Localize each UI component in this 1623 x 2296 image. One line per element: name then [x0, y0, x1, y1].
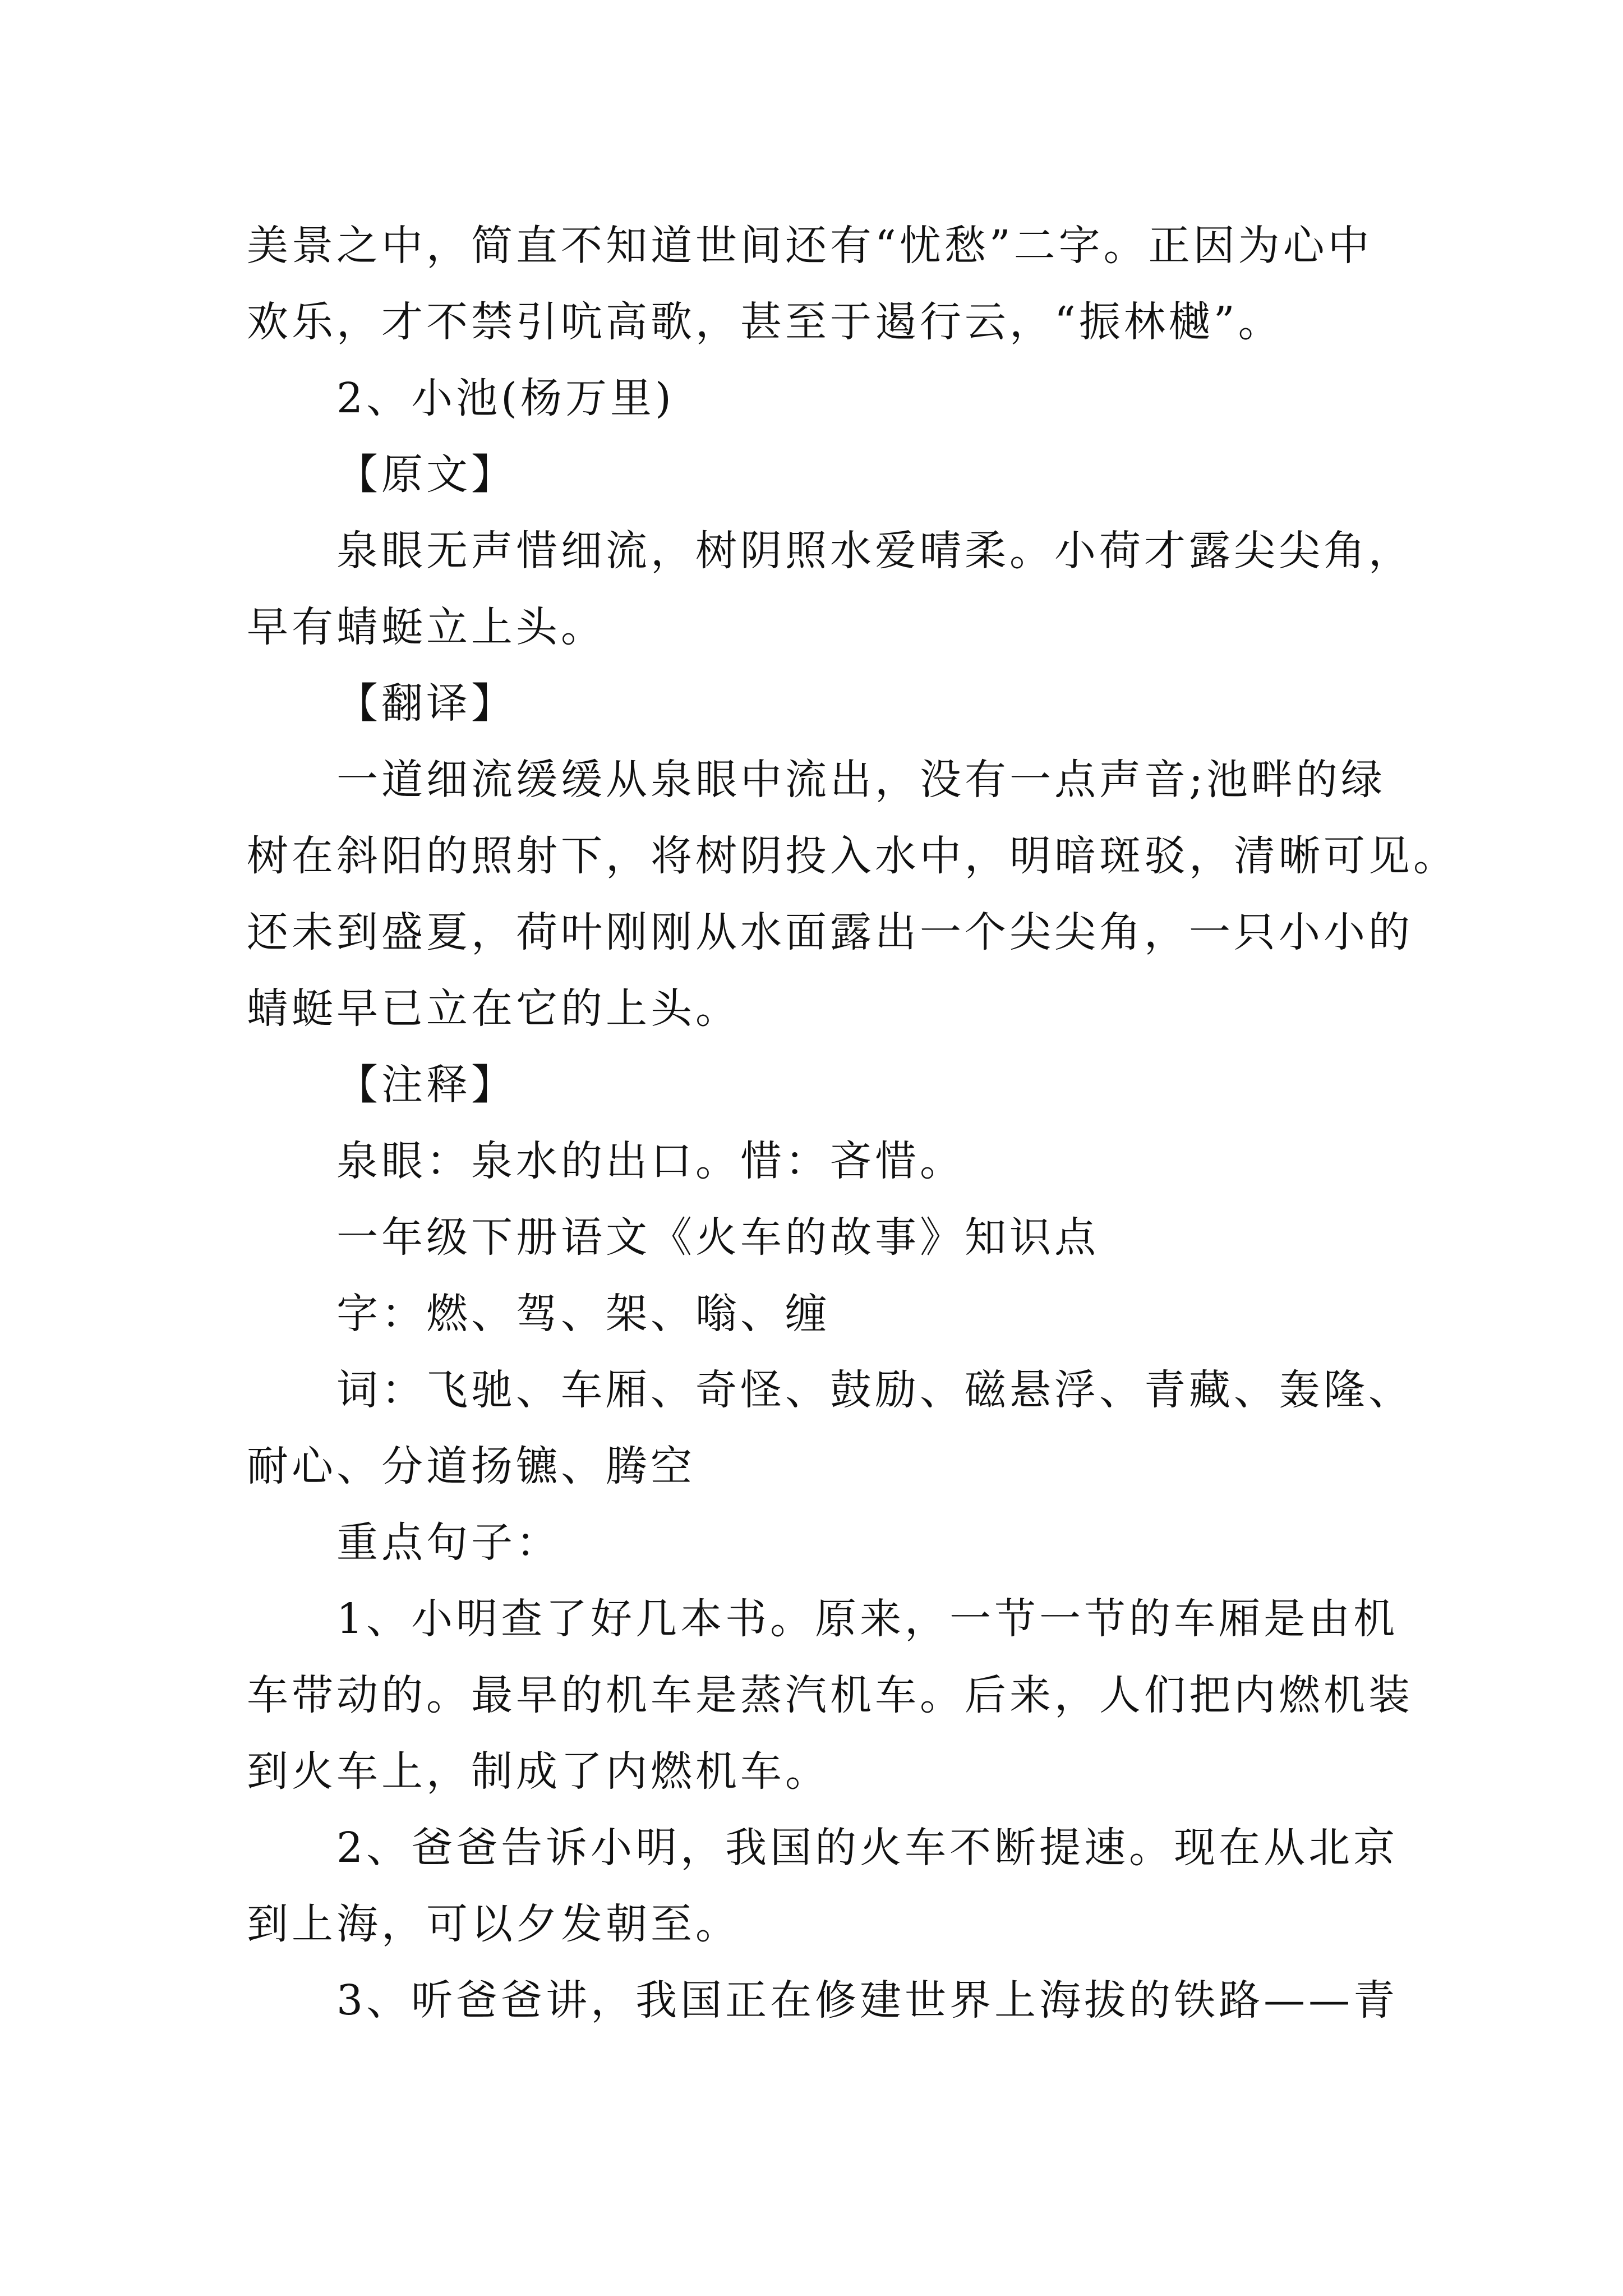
text-line: 还未到盛夏，荷叶刚刚从水面露出一个尖尖角，一只小小的: [247, 908, 1413, 956]
lesson-title: 一年级下册语文《火车的故事》知识点: [336, 1213, 1099, 1262]
section-label-notes: 【注释】: [336, 1061, 516, 1109]
text-line: 2、爸爸告诉小明，我国的火车不断提速。现在从北京: [336, 1824, 1399, 1872]
text-line: 车带动的。最早的机车是蒸汽机车。后来，人们把内燃机装: [247, 1671, 1413, 1719]
text-line: 到上海，可以夕发朝至。: [247, 1900, 740, 1948]
text-line: 词：飞驰、车厢、奇怪、鼓励、磁悬浮、青藏、轰隆、: [336, 1366, 1413, 1414]
key-sentences-label: 重点句子：: [336, 1519, 561, 1567]
text-line: 3、听爸爸讲，我国正在修建世界上海拔的铁路——青: [336, 1976, 1399, 2024]
section-label-original: 【原文】: [336, 450, 516, 499]
poem-heading: 2、小池(杨万里): [336, 374, 675, 422]
text-line: 1、小明查了好几本书。原来，一节一节的车厢是由机: [336, 1595, 1399, 1643]
text-line: 美景之中，简直不知道世间还有“忧愁”二字。正因为心中: [247, 222, 1373, 270]
text-line: 泉眼无声惜细流，树阴照水爱晴柔。小荷才露尖尖角，: [336, 527, 1413, 575]
document-body: [247, 208, 1458, 2039]
text-line: 蜻蜓早已立在它的上头。: [247, 984, 740, 1033]
text-line: 到火车上，制成了内燃机车。: [247, 1747, 830, 1796]
text-line: 一道细流缓缓从泉眼中流出，没有一点声音;池畔的绿: [336, 756, 1386, 804]
section-label-translation: 【翻译】: [336, 679, 516, 728]
text-line: 早有蜻蜓立上头。: [247, 603, 606, 651]
text-line: 字：燃、驾、架、嗡、缠: [336, 1290, 830, 1338]
text-line: 泉眼：泉水的出口。惜：吝惜。: [336, 1137, 965, 1185]
text-line: 耐心、分道扬镳、腾空: [247, 1442, 695, 1490]
text-line: 树在斜阳的照射下，将树阴投入水中，明暗斑驳，清晰可见。: [247, 832, 1458, 880]
text-line: 欢乐，才不禁引吭高歌，甚至于遏行云，“振林樾”。: [247, 298, 1283, 346]
